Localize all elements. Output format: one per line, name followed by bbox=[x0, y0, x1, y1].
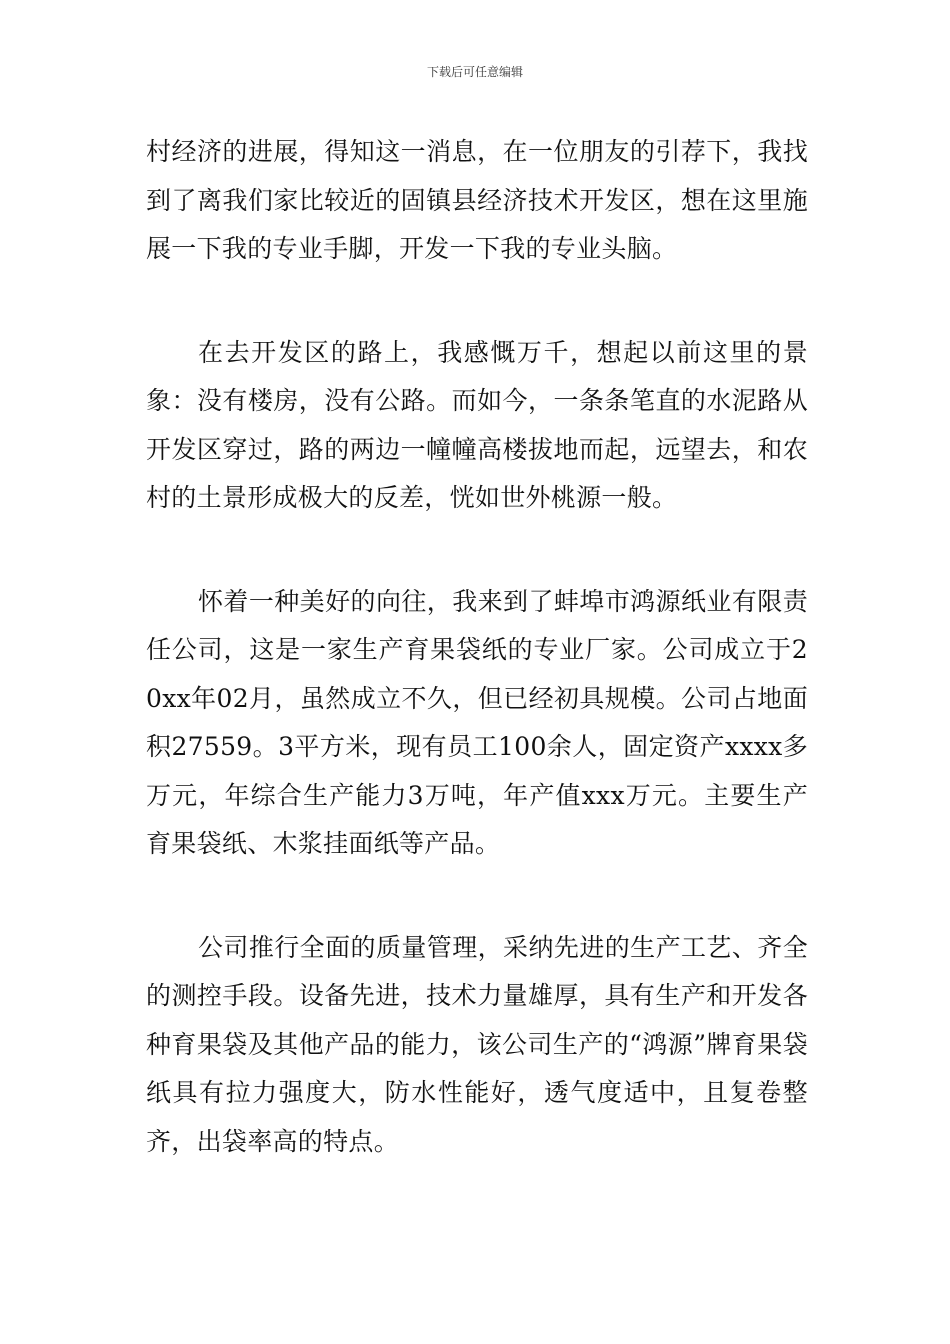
header-note: 下载后可任意编辑 bbox=[426, 65, 523, 79]
paragraph-1: 村经济的进展，得知这一消息，在一位朋友的引荐下，我找到了离我们家比较近的固镇县经济技术开发区，想在这里施展一下我的专业手脚，开发一下我的专业头脑。 bbox=[146, 137, 808, 263]
paragraph-4: 公司推行全面的质量管理，采纳先进的生产工艺、齐全的测控手段。设备先进，技术力量雄厚，具有生产和开发各种育果袋及其他产品的能力，该公司生产的“鸿源”牌育果袋纸具有拉力强度大，防水性能好，透气度适中，且复卷整齐，出袋率高的特点。 bbox=[146, 932, 808, 1156]
paragraph-3: 怀着一种美好的向往，我来到了蚌埠市鸿源纸业有限责任公司，这是一家生产育果袋纸的专业厂家。公司成立于20xx年02月，虽然成立不久，但已经初具规模。公司占地面积27559。3平方米，现有员工100余人，固定资产xxxx多万元，年综合生产能力3万吨，年产值xxx万元。主要生产育果袋纸、木浆挂面纸等产品。 bbox=[146, 586, 808, 858]
document-body bbox=[146, 128, 808, 1166]
paragraph-2: 在去开发区的路上，我感慨万千，想起以前这里的景象：没有楼房，没有公路。而如今，一条条笔直的水泥路从开发区穿过，路的两边一幢幢高楼拔地而起，远望去，和农村的土景形成极大的反差，恍如世外桃源一般。 bbox=[146, 337, 808, 512]
